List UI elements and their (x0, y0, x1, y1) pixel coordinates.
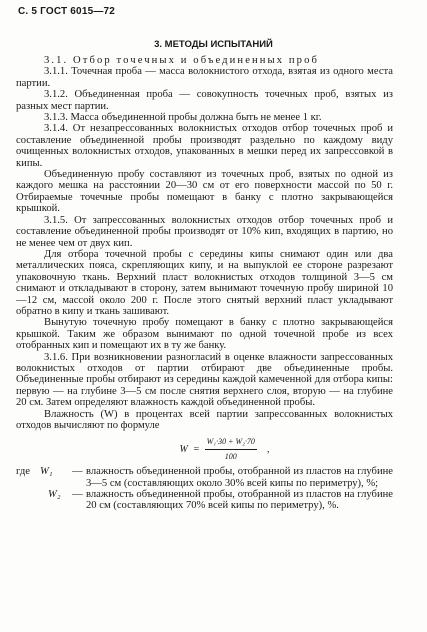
paragraph-3-1-3: 3.1.3. Масса объединенной пробы должна быть не менее 1 кг. (44, 112, 322, 124)
where-dash: — (72, 466, 83, 478)
paragraph-3-1-1: 3.1.1. Точечная проба — масса волокнистого отхода, взятая из одного места партии. (16, 66, 393, 89)
where-lead: где (16, 466, 30, 478)
formula-lhs: W (179, 443, 188, 455)
paragraph-humidity-formula-intro: Влажность (W) в процентах всей партии запрессованных волокнистых отходов вычисляют по формуле (16, 408, 393, 431)
page-header: С. 5 ГОСТ 6015—72 (18, 6, 116, 17)
where-desc-w2: влажность объединенной пробы, отобранной из пластов на глубине 20 см (составляющих 70% всей кипы по периметру), %. (86, 489, 393, 512)
formula-equals: = (192, 443, 200, 455)
formula-denominator: 100 (224, 451, 237, 461)
formula-fraction (205, 436, 257, 462)
paragraph-sampling-procedure: Для отбора точечной пробы с середины кипы снимают один или два металлических пояса, скрепляющих кипу, и на выпуклой ее стороне разрезают упаковочную ткань. Верхний пласт волокнистых отходов толщиной 3—5 см снимают и откладывают в сторону, затем вынимают точечную пробу шириной 10—12 см, массой около 200 г. После этого снятый верхний пласт укладывают обратно в кипу и ткань зашивают. (16, 248, 393, 317)
paragraph-3-1-6: 3.1.6. При возникновении разногласий в оценке влажности запрессованных волокнистых отходов от партии отбирают две объединенные пробы. Объединенные пробы отбирают из середины каждой камеченной для отбора кипы: первую — на глубине 3—5 см после снятия верхнего слоя, вторую — на глубине 20 см. Затем определяют влажность каждой объединенной пробы. (16, 351, 393, 409)
where-dash: — (72, 489, 83, 501)
paragraph-3-1-5: 3.1.5. От запрессованных волокнистых отходов отбор точечных проб и составление объединенной пробы производят от 10% кип, входящих в партию, но не менее чем от двух кип. (16, 214, 393, 249)
where-desc-w1: влажность объединенной пробы, отобранной из пластов на глубине 3—5 см (составляющих около 30% всей кипы по периметру), %; (86, 466, 393, 489)
section-title: 3. МЕТОДЫ ИСПЫТАНИЙ (154, 39, 273, 50)
where-clause-w1 (16, 466, 393, 489)
where-clause-w2 (16, 489, 393, 512)
where-symbol-w2: W₂ (48, 489, 61, 501)
paragraph-combined-sample: Объединенную пробу составляют из точечных проб, взятых по одной из каждого мешка на расстоянии 20—30 см от его поверхности массой по 50 г. Отбираемые точечные пробы помещают в банку с плотно закрывающейся крышкой. (16, 169, 393, 215)
document-body (16, 55, 393, 512)
paragraph-3-1-2: 3.1.2. Объединенная проба — совокупность точечных проб, взятых из разных мест партии. (16, 89, 393, 112)
formula-numerator: W₁·30 + W₂·70 (205, 436, 257, 449)
formula-trail: , (266, 443, 270, 455)
humidity-formula (56, 436, 393, 462)
subsection-title: 3.1. Отбор точечных и объединенных проб (44, 55, 319, 66)
paragraph-sample-jar: Вынутую точечную пробу помещают в банку с плотно закрывающейся крышкой. Таким же образом вынимают по одной точечной пробе из всех отобранных кип и помещают их в ту же банку. (16, 317, 393, 352)
paragraph-3-1-4: 3.1.4. От незапрессованных волокнистых отходов отбор точечных проб и составление объединенной пробы производят раздельно по каждому виду очищенных волокнистых отходов, упакованных в мешки перед их запрессовкой в кипы. (16, 123, 393, 169)
where-symbol-w1: W₁ (40, 466, 53, 478)
